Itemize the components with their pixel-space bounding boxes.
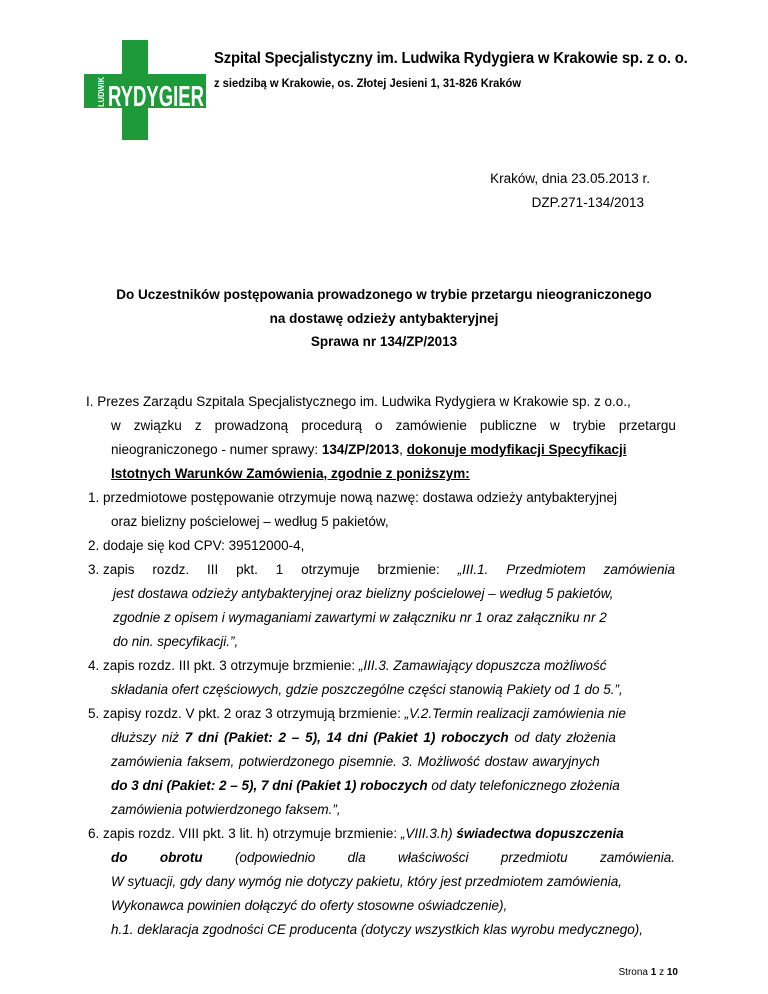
svg-text:LUDWIK: LUDWIK	[97, 75, 106, 107]
item-5-line-4: do 3 dni (Pakiet: 2 – 5), 7 dni (Pakiet 1) roboczych od daty telefonicznego złożenia	[111, 778, 620, 793]
item-3-line-2: jest dostawa odzieży antybakteryjnej oraz bielizny pościelowej – według 5 pakietów,	[113, 586, 614, 601]
item-3-line-4: do nin. specyfikacji.”,	[113, 634, 239, 649]
item-4-line-1: 4. zapis rozdz. III pkt. 3 otrzymuje brzmienie: „III.3. Zamawiający dopuszcza możliwość	[88, 658, 607, 673]
svg-text:RYDYGIER: RYDYGIER	[108, 81, 205, 113]
item-5-line-5: zamówienia potwierdzonego faksem.”,	[111, 802, 341, 817]
section-1-line-1: I. Prezes Zarządu Szpitala Specjalistycznego im. Ludwika Rydygiera w Krakowie sp. z o.o.,	[86, 394, 631, 409]
reference-number: DZP.271-134/2013	[531, 195, 644, 210]
item-3-line-3: zgodnie z opisem i wymaganiami zawartymi w załączniku nr 1 oraz załączniku nr 2	[113, 610, 607, 625]
item-5-line-2: dłuższy niż 7 dni (Pakiet: 2 – 5), 14 dni (Pakiet 1) roboczych od daty złożenia	[111, 730, 616, 745]
item-5-line-1: 5. zapisy rozdz. V pkt. 2 oraz 3 otrzymują brzmienie: „V.2.Termin realizacji zamówienia nie	[88, 706, 626, 721]
item-6-line-5: h.1. deklaracja zgodności CE producenta (dotyczy wszystkich klas wyrobu medycznego),	[111, 922, 643, 937]
page-number: Strona 1 z 10	[618, 967, 678, 978]
section-1-line-3: nieograniczonego - numer sprawy: 134/ZP/2013, dokonuje modyfikacji Specyfikacji	[111, 442, 627, 457]
item-6-line-4: Wykonawca powinien dołączyć do oferty stosowne oświadczenie),	[111, 898, 508, 913]
item-5-line-3: zamówienia faksem, potwierdzonego pisemnie. 3. Możliwość dostaw awaryjnych	[111, 754, 600, 769]
item-4-line-2: składania ofert częściowych, gdzie poszczególne części stanowią Pakiety od 1 do 5.”,	[111, 682, 623, 697]
section-1-line-4: Istotnych Warunków Zamówienia, zgodnie z poniższym:	[111, 466, 470, 481]
date-line: Kraków, dnia 23.05.2013 r.	[490, 171, 650, 186]
title-line-3: Sprawa nr 134/ZP/2013	[310, 334, 458, 349]
item-6-line-2: do obrotu (odpowiednio dla właściwości przedmiotu zamówienia.	[111, 850, 675, 865]
item-6-line-3: W sytuacji, gdy dany wymóg nie dotyczy pakietu, który jest przedmiotem zamówienia,	[111, 874, 622, 889]
title-line-2: na dostawę odzieży antybakteryjnej	[269, 311, 499, 326]
section-1-line-2: w związku z prowadzoną procedurą o zamówienie publiczne w trybie przetargu	[111, 418, 676, 433]
hospital-address: z siedzibą w Krakowie, os. Złotej Jesieni 1, 31-826 Kraków	[214, 76, 522, 90]
item-1-line-2: oraz bielizny pościelowej – według 5 pakietów,	[111, 514, 389, 529]
title-line-1: Do Uczestników postępowania prowadzonego w trybie przetargu nieograniczonego	[116, 287, 652, 302]
item-3-line-1: 3. zapis rozdz. III pkt. 1 otrzymuje brzmienie: „III.1. Przedmiotem zamówienia	[88, 562, 675, 577]
hospital-logo	[84, 40, 206, 140]
hospital-name: Szpital Specjalistyczny im. Ludwika Rydygiera w Krakowie sp. z o. o.	[214, 50, 688, 67]
item-6-line-1: 6. zapis rozdz. VIII pkt. 3 lit. h) otrzymuje brzmienie: „VIII.3.h) świadectwa dopuszczenia	[88, 826, 624, 841]
item-1-line-1: 1. przedmiotowe postępowanie otrzymuje nową nazwę: dostawa odzieży antybakteryjnej	[88, 490, 618, 505]
item-2-line-1: 2. dodaje się kod CPV: 39512000-4,	[88, 538, 305, 553]
